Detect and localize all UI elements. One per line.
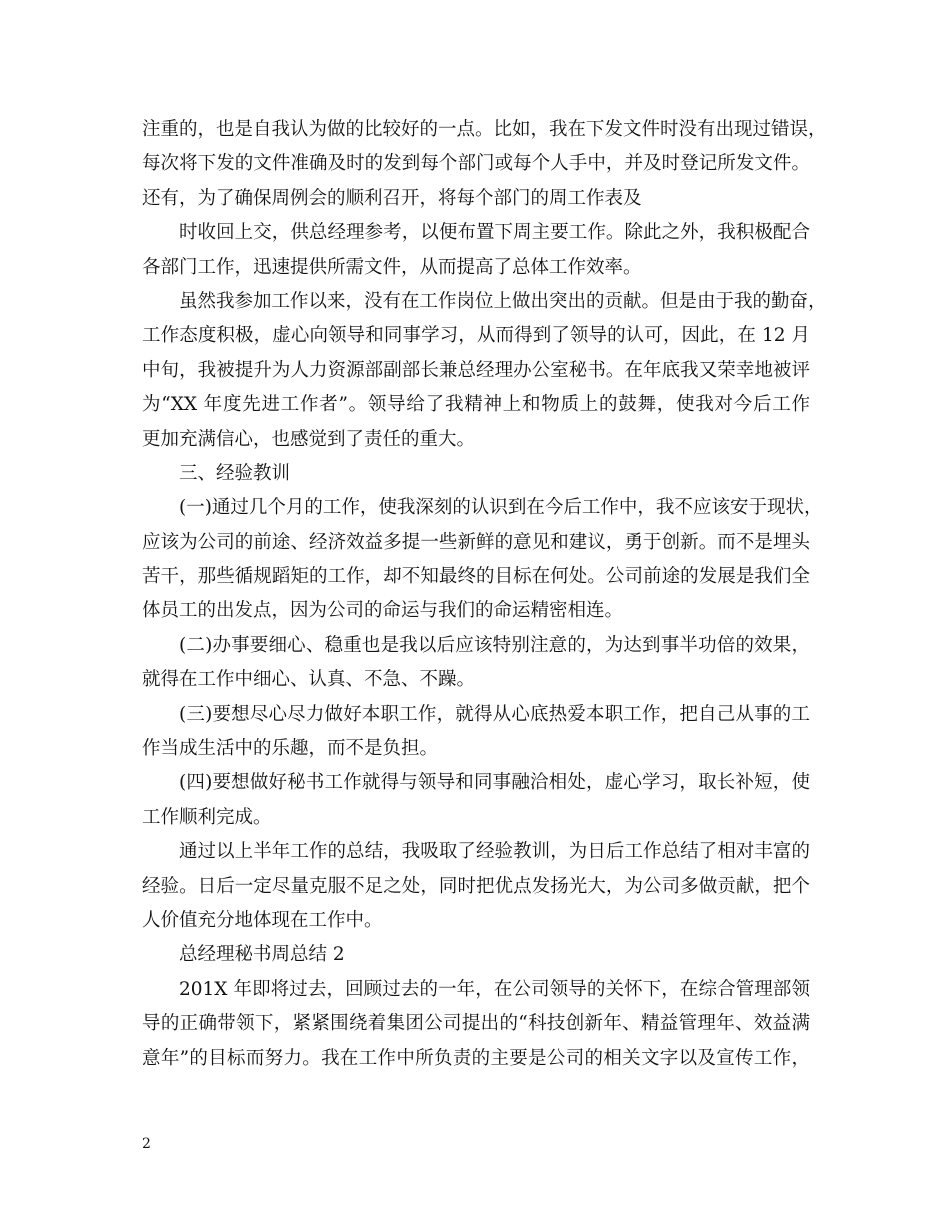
text-line: (三)要想尽心尽力做好本职工作，就得从心底热爱本职工作，把自己从事的工 <box>179 703 810 725</box>
text-line: 为“XX 年度先进工作者”。领导给了我精神上和物质上的鼓舞，使我对今后工作 <box>142 394 810 416</box>
text-line: (一)通过几个月的工作，使我深刻的认识到在今后工作中，我不应该安于现状， <box>179 497 823 519</box>
text-line: 虽然我参加工作以来，没有在工作岗位上做出突出的贡献。但是由于我的勤奋， <box>179 290 827 312</box>
text-line: 时收回上交，供总经理参考，以便布置下周主要工作。除此之外，我积极配合 <box>179 222 810 244</box>
text-line: 每次将下发的文件准确及时的发到每个部门或每个人手中，并及时登记所发文件。 <box>142 153 810 175</box>
text-line: 人价值充分地体现在工作中。 <box>142 909 383 931</box>
text-line: 导的正确带领下，紧紧围绕着集团公司提出的“科技创新年、精益管理年、效益满 <box>142 1013 810 1035</box>
text-line: 201X 年即将过去，回顾过去的一年，在公司领导的关怀下，在综合管理部领 <box>179 978 810 1000</box>
text-line: 体员工的出发点，因为公司的命运与我们的命运精密相连。 <box>142 600 624 622</box>
text-line: 工作顺利完成。 <box>142 806 272 828</box>
text-line: 就得在工作中细心、认真、不急、不躁。 <box>142 669 476 691</box>
text-line: 更加充满信心，也感觉到了责任的重大。 <box>142 428 476 450</box>
text-line: 工作态度积极，虚心向领导和同事学习，从而得到了领导的认可，因此，在 12 月 <box>142 325 810 347</box>
section-heading: 三、经验教训 <box>179 462 291 484</box>
text-line: 通过以上半年工作的总结，我吸取了经验教训，为日后工作总结了相对丰富的 <box>179 841 810 863</box>
page-number: 2 <box>142 1136 151 1152</box>
text-line: 注重的，也是自我认为做的比较好的一点。比如，我在下发文件时没有出现过错误， <box>142 119 827 140</box>
text-line: 还有，为了确保周例会的顺利召开，将每个部门的周工作表及 <box>142 187 642 209</box>
text-line: 应该为公司的前途、经济效益多提一些新鲜的意见和建议，勇于创新。而不是埋头 <box>142 531 810 553</box>
document-body <box>142 113 827 1076</box>
text-line: (四)要想做好秘书工作就得与领导和同事融洽相处，虚心学习，取长补短，使 <box>179 772 810 794</box>
text-line: (二)办事要细心、稳重也是我以后应该特别注意的，为达到事半功倍的效果， <box>179 634 810 656</box>
text-line: 各部门工作，迅速提供所需文件，从而提高了总体工作效率。 <box>142 256 642 278</box>
text-line: 苦干，那些循规蹈矩的工作，却不知最终的目标在何处。公司前途的发展是我们全 <box>142 566 810 588</box>
text-line: 意年”的目标而努力。我在工作中所负责的主要是公司的相关文字以及宣传工作， <box>142 1047 810 1069</box>
text-line: 中旬，我被提升为人力资源部副部长兼总经理办公室秘书。在年底我又荣幸地被评 <box>142 359 810 381</box>
text-line: 经验。日后一定尽量克服不足之处，同时把优点发扬光大，为公司多做贡献，把个 <box>142 875 810 897</box>
text-line: 作当成生活中的乐趣，而不是负担。 <box>142 738 439 760</box>
section-heading: 总经理秘书周总结 2 <box>179 944 345 966</box>
